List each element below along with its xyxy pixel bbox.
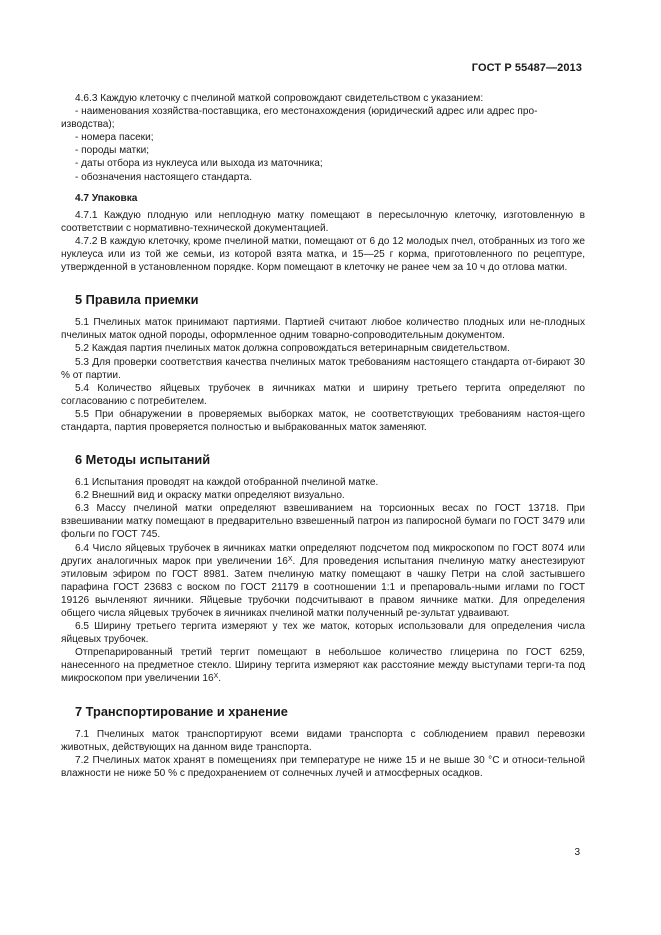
clause-5-2: 5.2 Каждая партия пчелиных маток должна сопровождаться ветеринарным свидетельством.: [75, 343, 510, 355]
clause-6-2: 6.2 Внешний вид и окраску матки определяют визуально.: [75, 490, 345, 502]
clause-7-2: 7.2 Пчелиных маток хранят в помещениях при температуре не ниже 15 и не выше 30 °С и относи-тельной влажности не ниже 50 % с предохранением от солнечных лучей и атмосферных осадков.: [61, 754, 585, 779]
clause-5-4: 5.4 Количество яйцевых трубочек в яичниках матки и ширину третьего тергита определяют по согласованию с потребителем.: [61, 382, 585, 407]
list-item: - породы матки;: [75, 145, 150, 157]
section-title: 5 Правила приемки: [75, 292, 199, 308]
clause-6-1: 6.1 Испытания проводят на каждой отобранной пчелиной матке.: [75, 477, 379, 489]
subsection-title: 4.7 Упаковка: [75, 192, 138, 204]
clause-5-5: 5.5 При обнаружении в проверяемых выборках маток, не соответствующих требованиям настоя-щего стандарта, партия проверяется полностью и выбракованных маток заменяют.: [61, 408, 585, 433]
list-item-continuation: изводства);: [61, 119, 115, 131]
clause-5-3: 5.3 Для проверки соответствия качества пчелиных маток требованиям настоящего стандарта от-бирают 30 % от партии.: [61, 356, 585, 381]
clause-4-7-1: 4.7.1 Каждую плодную или неплодную матку помещают в пересылочную клеточку, изготовленную в соответствии с нормативно-технической документацией.: [61, 209, 585, 234]
list-item: - номера пасеки;: [75, 132, 154, 144]
clause-text: . Для проведения испытания пчелиную матку анестезируют этиловым эфиром по ГОСТ 8981. Затем пчелиную матку помещают в чашку Петри на слой застывшего парафина ГОСТ 23683 с воском по ГОСТ 21179 в соотношении 1:1 и препароваль-ными иглами по ГОСТ 19126 вычленяют яичники. Яйцевые трубочки подсчитывают в правом яичнике матки. Для определения общего числа яйцевых трубочек в яичниках пчелиной матки полученный ре-зультат удваивают.: [61, 555, 585, 619]
clause-text: Отпрепарированный третий тергит помещают в небольшое количество глицерина по ГОСТ 6259, нанесенного на предметное стекло. Ширину тергита измеряют как расстояние между выступами терги-та под микроскопом при увеличении 16: [61, 647, 585, 685]
document-body: [61, 92, 585, 780]
list-item: - обозначения настоящего стандарта.: [75, 171, 253, 183]
clause-text: .: [218, 673, 222, 685]
clause-6-3: 6.3 Массу пчелиной матки определяют взвешиванием на торсионных весах по ГОСТ 13718. При взвешивании матку помещают в предварительно взвешенный патрон из папиросной бумаги по ГОСТ 3479 или фольги по ГОСТ 745.: [61, 503, 585, 541]
superscript: X: [287, 555, 293, 563]
clause-6-4: [61, 542, 585, 621]
page-number: 3: [574, 847, 580, 858]
clause-4-7-2: 4.7.2 В каждую клеточку, кроме пчелиной матки, помещают от 6 до 12 молодых пчел, отобранных из того же нуклеуса или из той же семьи, из которой взята матка, и 15—25 г корма, приготовленного по рецептуре, утвержденной в установленном порядке. Корм помещают в клеточку не ранее чем за 10 ч до отлова матки.: [61, 235, 585, 274]
list-item: - даты отбора из нуклеуса или выхода из маточника;: [75, 158, 323, 170]
section-title: 7 Транспортирование и хранение: [75, 703, 288, 719]
clause-4-6-3: 4.6.3 Каждую клеточку с пчелиной маткой сопровождают свидетельством с указанием:: [75, 93, 484, 104]
clause-5-1: 5.1 Пчелиных маток принимают партиями. Партией считают любое количество плодных или не-плодных пчелиных маток одной породы, оформленное одним товарно-сопроводительным документом.: [61, 317, 585, 342]
list-item: - наименования хозяйства-поставщика, его местонахождения (юридический адрес или адрес про-: [75, 106, 538, 118]
clause-text: 6.4 Число яйцевых трубочек в яичниках матки определяют подсчетом под микроскопом по ГОСТ 8074 или других аналогичных марок при увеличении 16: [61, 542, 585, 567]
document-header: ГОСТ Р 55487—2013: [471, 62, 582, 74]
clause-7-1: 7.1 Пчелиных маток транспортируют всеми видами транспорта с соблюдением правил перевозки животных, действующих на данном виде транспорта.: [61, 728, 585, 753]
clause-6-5-continued: [61, 646, 585, 685]
superscript: X: [213, 673, 219, 681]
section-title: 6 Методы испытаний: [75, 452, 211, 468]
clause-6-5: 6.5 Ширину третьего тергита измеряют у тех же маток, которых использовали для определения числа яйцевых трубочек.: [61, 621, 585, 646]
